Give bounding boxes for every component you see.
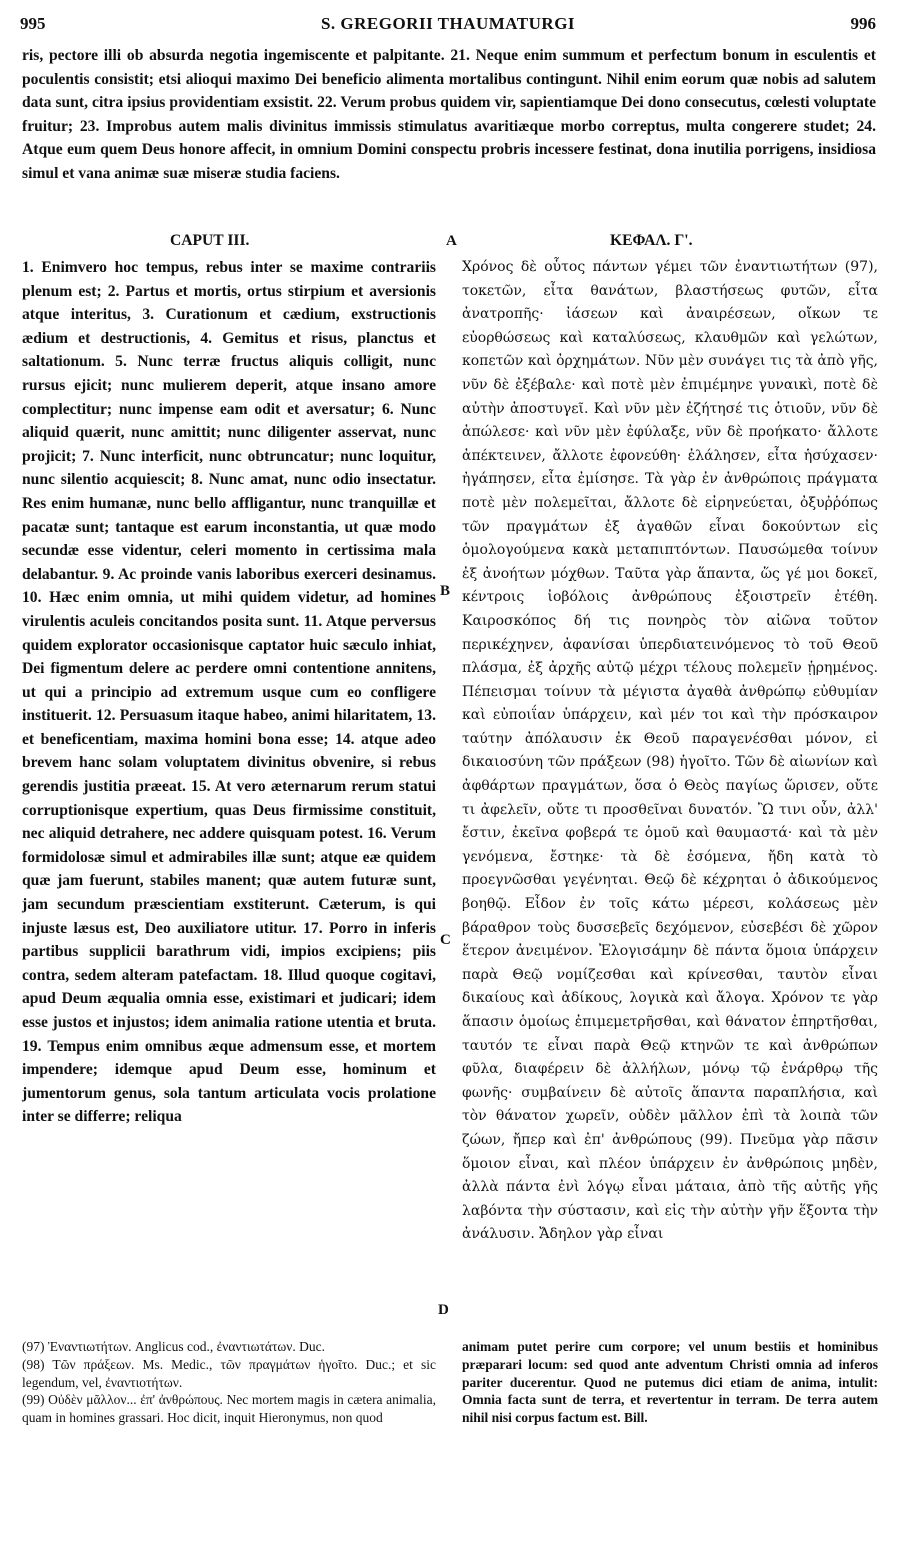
right-page-number: 996 bbox=[850, 14, 876, 33]
margin-marker-c: C bbox=[440, 932, 451, 948]
running-head bbox=[20, 14, 876, 40]
margin-marker-a: A bbox=[446, 233, 457, 249]
footnote-97: (97) Ἐναντιωτήτων. Anglicus cod., ἐναντιωτάτων. Duc. bbox=[22, 1339, 325, 1354]
greek-column-text: Χρόνος δὲ οὗτος πάντων γέμει τῶν ἐναντιωτήτων (97), τοκετῶν, εἶτα θανάτων, βλαστήσεως φυτῶν, εἶτα ἀνατροπῆς· ἰάσεων καὶ ἀναιρέσεων, οἴκων τε εὐορθώσεως καὶ καταλύσεως, κλαυθμῶν καὶ γελώτων, κοπετῶν καὶ ὀρχημάτων. Νῦν μὲν συνάγει τις τὰ ἀπὸ γῆς, νῦν δὲ ἐξέβαλε· καὶ ποτὲ μὲν ἐπιμέμηνε γυναικὶ, ποτὲ δὲ αὐτὴν ἀποστυγεῖ. Καὶ νῦν μὲν ἐζήτησέ τις ὁτιοῦν, νῦν δὲ ἀπώλεσε· καὶ νῦν μὲν ἐφύλαξε, νῦν δὲ προήκατο· ἄλλοτε ἀπέκτεινεν, ἄλλοτε ἐφονεύθη· ἐλάλησεν, εἶτα ἡσύχασεν· ἠγάπησεν, εἶτα ἐμίσησε. Τὰ γὰρ ἐν ἀνθρώποις πράγματα ποτὲ μὲν πολεμεῖται, ἄλλοτε δὲ εἰρηνεύεται, ὀξυῤῥόπως τῶν πραγμάτων ἐξ ἀγαθῶν εἶναι δοκούντων εἰς ὁμολογούμενα κακὰ μεταπιπτόντων. Παυσώμεθα τοίνυν ἐξ ἀνοήτων μόχθων. Ταῦτα γὰρ ἅπαντα, ὥς γέ μοι δοκεῖ, κέντροις ἰοβόλοις ἀνθρώπους ἐξοιστρεῖν ἐτέθη. Καιροσκόπος δή τις πονηρὸς τὸν αἰῶνα τοῦτον περικέχηνεν, ἀφανίσαι ὑπερδιατεινόμενος τὸ τοῦ Θεοῦ πλάσμα, ἐξ ἀρχῆς αὐτῷ μέχρι τέλους πολεμεῖν ᾑρημένος. Πέπεισμαι τοίνυν τὰ μέγιστα ἀγαθὰ ἀνθρώπῳ εὐθυμίαν καὶ εὐποιΐαν ὑπάρχειν, καὶ μέν τοι καὶ τὴν πρόσκαιρον ταύτην ἀπόλαυσιν ἐκ Θεοῦ παραγενέσθαι μόνον, εἰ δικαιοσύνη τῶν πράξεων (98) ἡγοῖτο. Τῶν δὲ αἰωνίων καὶ ἀφθάρτων πραγμάτων, ὅσα ὁ Θεὸς παγίως ὥρισεν, οὔτε τι ἀφελεῖν, οὔτε τι προσθεῖναι δυνατόν. Ὢ τινι οὖν, ἀλλ' ἔστιν, ἐκεῖνα φοβερά τε ὁμοῦ καὶ θαυμαστά· καὶ τὰ μὲν γενόμενα, ἔστηκε· τὰ δὲ ἐσόμενα, ἤδη κατὰ τὸ προεγνῶσθαι γεγένηται. Θεῷ δὲ κέχρηται ὁ ἀδικούμενος βοηθῷ. Εἶδον ἐν τοῖς κάτω μέρεσι, κολάσεως μὲν βάραθρον τοὺς δυσσεβεῖς δεχόμενον, εὐσεβέσι δὲ χῶρον ἕτερον ἀνειμένον. Ἐλογισάμην δὲ πάντα ὅμοια ὑπάρχειν παρὰ Θεῷ νομίζεσθαι καὶ κρίνεσθαι, ταυτὸν εἶναι δικαίους καὶ ἀδίκους, λογικὰ καὶ ἄλογα. Χρόνον τε γὰρ ἅπασιν ὁμοίως ἐπιμεμετρῆσθαι, καὶ θάνατον ἐπηρτῆσθαι, ταυτόν τε εἶναι παρὰ Θεῷ κτηνῶν τε καὶ ἀνθρώπων φῦλα, διαφέρειν δὲ ἀλλήλων, μόνῳ τῷ ἐνάρθρῳ τῆς φωνῆς· συμβαίνειν δὲ αὐτοῖς ἅπαντα παραπλήσια, καὶ τὸν θάνατον χωρεῖν, οὐδὲν μᾶλλον ἐπὶ τὰ λοιπὰ τῶν ζώων, ἤπερ καὶ ἐπ' ἀνθρώπους (99). Πνεῦμα γὰρ πᾶσιν ὅμοιον εἶναι, καὶ πλέον ὑπάρχειν ἐν ἀνθρώποις μηδὲν, ἀλλὰ πάντα ἐνὶ λόγῳ εἶναι μάταια, ἀπὸ τῆς αὐτῆς γῆς λαβόντα τὴν σύστασιν, καὶ εἰς τὴν αὐτὴν γῆν ἕξοντα τὴν ἀνάλυσιν. Ἄδηλον γὰρ εἶναι bbox=[462, 259, 878, 1243]
left-page-number: 995 bbox=[20, 14, 46, 33]
footnotes-left bbox=[22, 1338, 436, 1427]
greek-chapter-heading: ΚΕΦΑΛ. Γ'. bbox=[610, 232, 693, 249]
running-title: S. GREGORII THAUMATURGI bbox=[320, 14, 576, 33]
footnote-98: (98) Τῶν πράξεων. Ms. Medic., τῶν πραγμάτων ἡγοῖτο. Duc.; et sic legendum, vel, ἐναντιοτήτων. bbox=[22, 1356, 436, 1390]
intro-paragraph: ris, pectore illi ob absurda negotia ingemiscente et palpitante. 21. Neque enim summum et perfectum bonum in esculentis et poculentis consistit; etsi alioqui maximo Dei beneficio alimenta mortalibus contingunt. Nihil enim eorum quæ nobis ad salutem data sunt, citra ipsius providentiam exsistit. 22. Verum probus quidem vir, sapientiamque Dei dono consecutus, cœlesti voluptate fruitur; 23. Improbus autem malis divinitus immissis stimulatus avaritiæque morbo correptus, multa congerere studet; 24. Atque eum quem Deus honore affecit, in omnium Domini conspectu probris incessere festinat, dona inutilia porrigens, insidiosa simul et vana animæ suæ miseræ studia faciens. bbox=[22, 47, 876, 182]
margin-marker-b: B bbox=[440, 583, 451, 599]
margin-marker-d: D bbox=[438, 1302, 449, 1318]
footnote-continuation: animam putet perire cum corpore; vel unum bestiis et hominibus præparari locum: sed quod ante adventum Christi omnia ad inferos pariter ducerentur. Quod ne putemus dici etiam de anima, intulit: Omnia facta sunt de terra, et revertentur in terram. De terra autem nihil nisi corpus factum est. Bill. bbox=[462, 1339, 878, 1426]
footnote-99: (99) Οὐδὲν μᾶλλον... ἐπ' ἀνθρώπους. Nec mortem magis in cætera animalia, quam in homines grassari. Hoc dicit, inquit Hieronymus, non quod bbox=[22, 1392, 436, 1426]
latin-chapter-heading: CAPUT III. bbox=[170, 232, 250, 249]
latin-column-text: 1. Enimvero hoc tempus, rebus inter se maxime contrariis plenum est; 2. Partus et mortis, ortus stirpium et aversionis atque interitus, 3. Curationum et cædium, exstructionis ædium et destructionis, 4. Gemitus et risus, planctus et saltationum. 5. Nunc terræ fructus aliquis colligit, nunc rursus ejicit; nunc mulierem deperit, atque insano amore complectitur; nunc impense eam odit et aversatur; 6. Nunc aliquid quærit, nunc amittit; nunc diligenter asservat, nunc projicit; 7. Nunc interficit, nunc obtruncatur; nunc loquitur, nunc silentio acquiescit; 8. Nunc amat, nunc odio insectatur. Res enim humanæ, nunc bello affligantur, nunc tranquillæ et pacatæ sunt; tantaque est earum inconstantia, ut quæ modo secundæ esse videntur, celeri momento in certissima mala delabantur. 9. Ac proinde vanis laboribus exerceri desinamus. 10. Hæc enim omnia, ut mihi quidem videtur, ad homines virulentis aculeis concitandos posita sunt. 11. Atque perversus quidem explorator occasionisque captator huic sæculo inhiat, Dei figmentum delere ac perdere omni contentione annitens, ut qui a principio ad extremum usque cum eo confligere instituerit. 12. Persuasum itaque habeo, animi hilaritatem, 13. et beneficentiam, maxima homini bona esse; 14. atque adeo brevem hanc solam voluptatem divinitus obvenire, si rebus gerendis justitia præeat. 15. At vero æternarum rerum statui corruptionisque expertium, quas Deus firmissime constituit, nec aliquid detrahere, nec addere quisquam potest. 16. Verum formidolosæ simul et admirabiles illæ sunt; atque eæ quidem quæ jam fuerunt, stabiles manent; quæ autem futuræ sunt, jam secundum præscientiam exstiterunt. Cæterum, is qui injuste læsus est, Deo auxiliatore utitur. 17. Porro in inferis partibus supplicii barathrum vidi, impios excipiens; piis contra, sedem alteram patefactam. 18. Illud quoque cogitavi, apud Deum æqualia omnia esse, existimari et judicari; idem esse justos et injustos; idem animalia ratione utentia et bruta. 19. Tempus enim omnibus æque admensum esse, et mortem impendere; idemque apud Deum esse, hominum et jumentorum genus, sola tantum articulata vocis prolatione inter se differre; reliqua bbox=[22, 259, 436, 1126]
